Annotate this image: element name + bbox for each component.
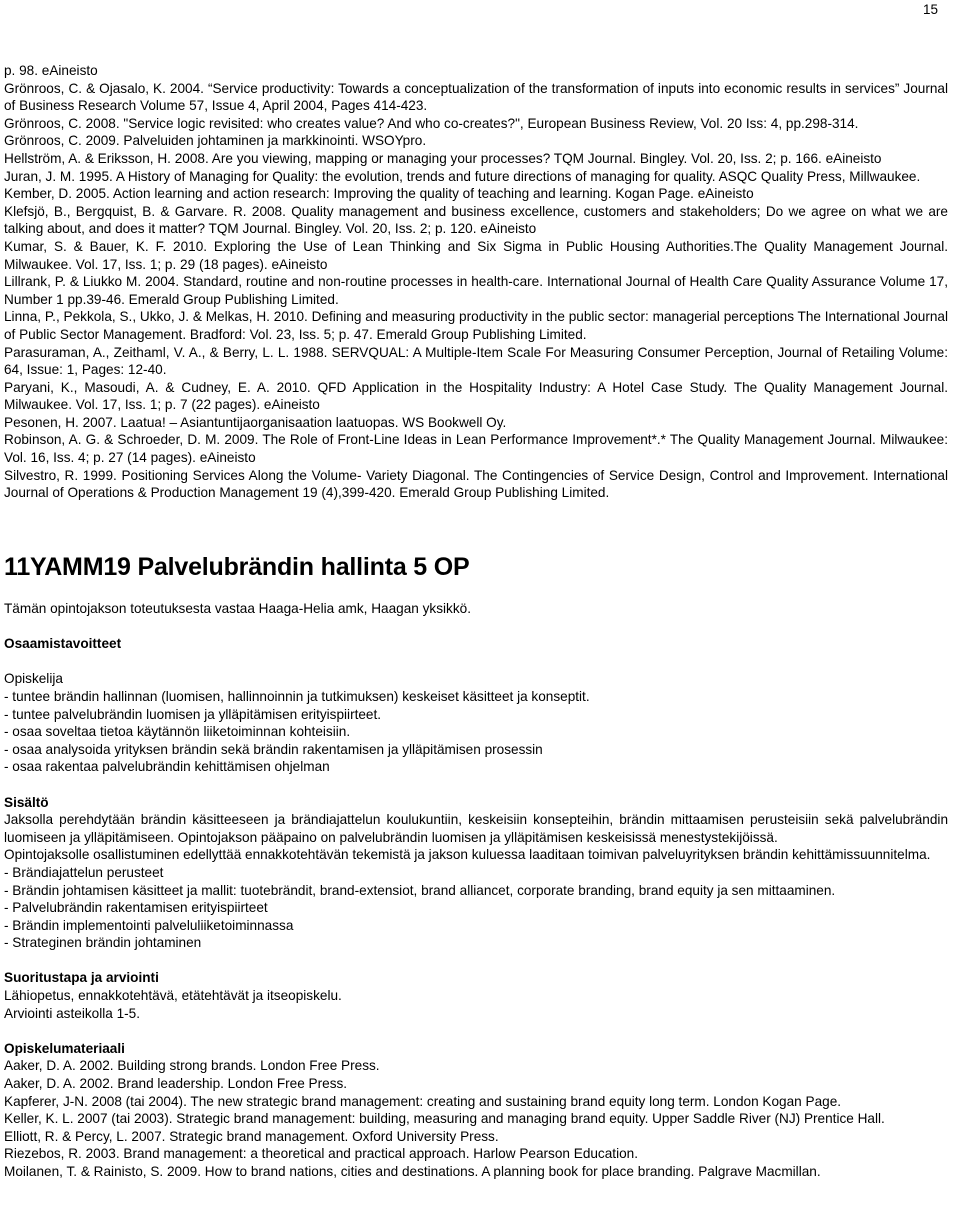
- reference-entry: Pesonen, H. 2007. Laatua! – Asiantuntijaorganisaation laatuopas. WS Bookwell Oy.: [4, 414, 507, 430]
- material-entry: Kapferer, J-N. 2008 (tai 2004). The new strategic brand management: creating and sustaining brand equity long term. London Kogan Page.: [4, 1093, 842, 1109]
- objective-item: - osaa soveltaa tietoa käytännön liiketoiminnan kohteisiin.: [4, 724, 351, 740]
- reference-entry: Silvestro, R. 1999. Positioning Services Along the Volume- Variety Diagonal. The Contingencies of Service Design, Control and Improvement. International Journal of Operations & Production Management 19 (4),399-420. Emerald Group Publishing Limited.: [4, 467, 948, 501]
- reference-entry: Robinson, A. G. & Schroeder, D. M. 2009. The Role of Front-Line Ideas in Lean Performance Improvement*.* The Quality Management Journal. Milwaukee: Vol. 16, Iss. 4; p. 27 (14 pages). eAineisto: [4, 432, 948, 466]
- reference-entry: p. 98. eAineisto: [4, 63, 98, 78]
- content-item: - Brändiajattelun perusteet: [4, 864, 164, 880]
- reference-entry: Grönroos, C. 2009. Palveluiden johtaminen ja markkinointi. WSOYpro.: [4, 133, 427, 149]
- reference-entry: Kember, D. 2005. Action learning and action research: Improving the quality of teaching and learning. Kogan Page. eAineisto: [4, 186, 754, 202]
- content-item: - Palvelubrändin rakentamisen erityispiirteet: [4, 900, 268, 916]
- course-description: [4, 600, 948, 1181]
- material-entry: Elliott, R. & Percy, L. 2007. Strategic brand management. Oxford University Press.: [4, 1128, 499, 1144]
- material-entry: Moilanen, T. & Rainisto, S. 2009. How to brand nations, cities and destinations. A planning book for place branding. Palgrave Macmillan.: [4, 1164, 821, 1179]
- objective-item: - tuntee brändin hallinnan (luomisen, hallinnoinnin ja tutkimuksen) keskeiset käsitteet ja konseptit.: [4, 688, 590, 704]
- reference-entry: Hellström, A. & Eriksson, H. 2008. Are you viewing, mapping or managing your processes? TQM Journal. Bingley. Vol. 20, Iss. 2; p. 166. eAineisto: [4, 150, 882, 166]
- content-paragraph: Opintojaksolle osallistuminen edellyttää ennakkotehtävän tekemistä ja jakson kuluessa laaditaan toimivan palveluyrityksen brändin kehittämissuunnitelma.: [4, 847, 931, 863]
- objective-item: - tuntee palvelubrändin luomisen ja ylläpitämisen erityispiirteet.: [4, 706, 382, 722]
- reference-entry: Grönroos, C. & Ojasalo, K. 2004. “Service productivity: Towards a conceptualization of the transformation of inputs into economic results in services” Journal of Business Research Volume 57, Issue 4, April 2004, Pages 414-423.: [4, 80, 948, 114]
- materials-title: Opiskelumateriaali: [4, 1040, 125, 1056]
- objectives-intro: Opiskelija: [4, 671, 63, 687]
- objective-item: - osaa analysoida yrityksen brändin sekä brändin rakentamisen ja ylläpitämisen prosessin: [4, 741, 543, 757]
- reference-entry: Linna, P., Pekkola, S., Ukko, J. & Melkas, H. 2010. Defining and measuring productivity in the public sector: managerial perceptions The International Journal of Public Sector Management. Bradford: Vol. 23, Iss. 5; p. 47. Emerald Group Publishing Limited.: [4, 309, 948, 342]
- reference-entry: Lillrank, P. & Liukko M. 2004. Standard, routine and non-routine processes in health-care. International Journal of Health Care Quality Assurance Volume 17, Number 1 pp.39-46. Emerald Group Publishing Limited.: [4, 274, 948, 307]
- content-item: - Strateginen brändin johtaminen: [4, 935, 202, 951]
- material-entry: Aaker, D. A. 2002. Building strong brands. London Free Press.: [4, 1058, 380, 1074]
- reference-entry: Paryani, K., Masoudi, A. & Cudney, E. A. 2010. QFD Application in the Hospitality Industry: A Hotel Case Study. The Quality Management Journal. Milwaukee. Vol. 17, Iss. 1; p. 7 (22 pages). eAineisto: [4, 379, 948, 413]
- reference-entry: Parasuraman, A., Zeithaml, V. A., & Berry, L. L. 1988. SERVQUAL: A Multiple-Item Scale For Measuring Consumer Perception, Journal of Retailing Volume: 64, Issue: 1, Pages: 12-40.: [4, 344, 948, 378]
- material-entry: Aaker, D. A. 2002. Brand leadership. London Free Press.: [4, 1076, 348, 1092]
- content-title: Sisältö: [4, 794, 49, 810]
- reference-entry: Klefsjö, B., Bergquist, B. & Garvare. R. 2008. Quality management and business excellence, customers and stakeholders; Do we agree on what we are talking about, and does it matter? TQM Journal. Bingley. Vol. 20, Iss. 2; p. 120. eAineisto: [4, 203, 948, 237]
- methods-title: Suoritustapa ja arviointi: [4, 970, 159, 986]
- course-heading: 11YAMM19 Palvelubrändin hallinta 5 OP: [4, 553, 470, 581]
- methods-line: Lähiopetus, ennakkotehtävä, etätehtävät ja itseopiskelu.: [4, 988, 342, 1004]
- content-item: - Brändin implementointi palveluliiketoiminnassa: [4, 917, 294, 933]
- responsibility-text: Tämän opintojakson toteutuksesta vastaa Haaga-Helia amk, Haagan yksikkö.: [4, 601, 471, 616]
- objectives-title: Osaamistavoitteet: [4, 636, 122, 652]
- methods-line: Arviointi asteikolla 1-5.: [4, 1005, 140, 1021]
- material-entry: Keller, K. L. 2007 (tai 2003). Strategic brand management: building, measuring and managing brand equity. Upper Saddle River (NJ) Prentice Hall.: [4, 1111, 885, 1127]
- objective-item: - osaa rakentaa palvelubrändin kehittämisen ohjelman: [4, 759, 330, 775]
- reference-entry: Grönroos, C. 2008. "Service logic revisited: who creates value? And who co-creates?", European Business Review, Vol. 20 Iss: 4, pp.298-314.: [4, 115, 859, 131]
- reference-list: [4, 62, 948, 502]
- reference-entry: Kumar, S. & Bauer, K. F. 2010. Exploring the Use of Lean Thinking and Six Sigma in Public Housing Authorities.The Quality Management Journal. Milwaukee. Vol. 17, Iss. 1; p. 29 (18 pages). eAineisto: [4, 238, 948, 272]
- page-number: 15: [922, 2, 938, 17]
- content-paragraph: Jaksolla perehdytään brändin käsitteeseen ja brändiajattelun koulukuntiin, keskeisiin konsepteihin, brändin mittaamisen perusteisiin sekä palvelubrändin luomiseen ja ylläpitämiseen. Opintojakson pääpaino on palvelubrändin luomisen ja ylläpitämisen keskeisissä menestystekijöissä.: [4, 812, 948, 845]
- reference-entry: Juran, J. M. 1995. A History of Managing for Quality: the evolution, trends and future directions of managing for quality. ASQC Quality Press, Millwaukee.: [4, 168, 921, 184]
- content-item: - Brändin johtamisen käsitteet ja mallit: tuotebrändit, brand-extensiot, brand alliancet, corporate branding, brand equity ja sen mittaaminen.: [4, 882, 836, 898]
- material-entry: Riezebos, R. 2003. Brand management: a theoretical and practical approach. Harlow Pearson Education.: [4, 1146, 638, 1162]
